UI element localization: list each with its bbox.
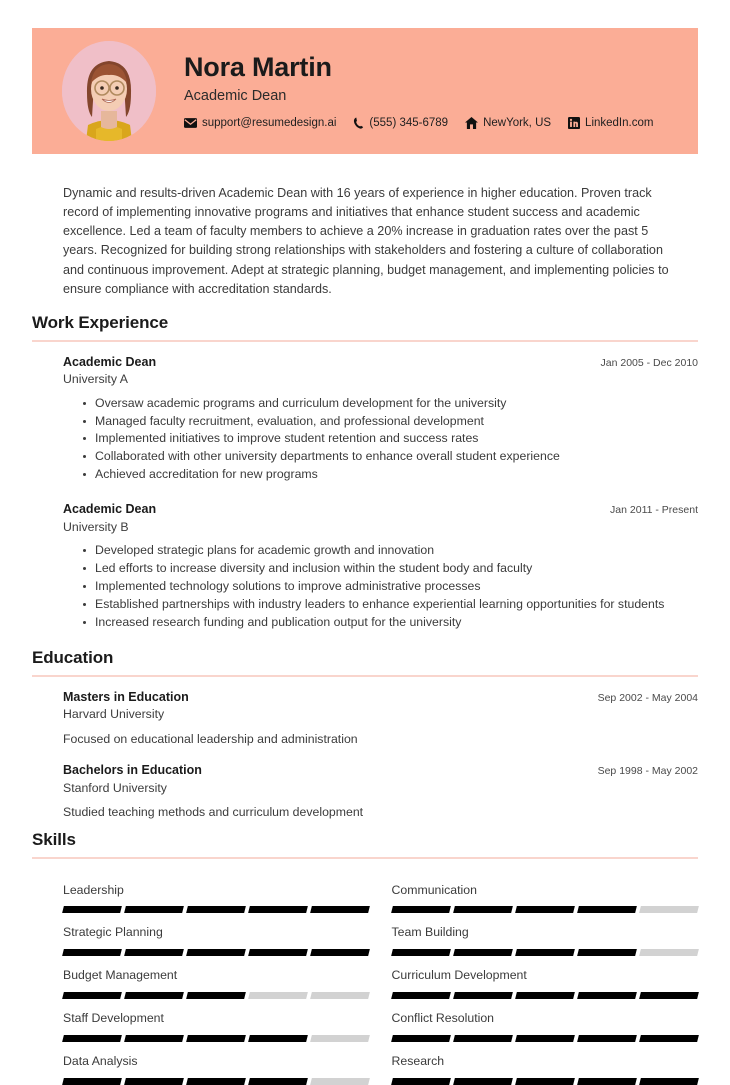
work-entry-bullets [63, 542, 698, 631]
education-entry-description: Focused on educational leadership and administration [63, 731, 698, 748]
education-entry-school: Harvard University [63, 706, 698, 723]
list-item: Oversaw academic programs and curriculum development for the university [83, 395, 698, 412]
skill-level-segment [639, 949, 699, 956]
list-item: Led efforts to increase diversity and inclusion within the student body and faculty [83, 560, 698, 577]
work-entry-organization: University A [63, 371, 698, 388]
candidate-name: Nora Martin [184, 53, 688, 83]
skill-level-bar [392, 1035, 699, 1042]
work-entry-date: Jan 2005 - Dec 2010 [589, 357, 698, 369]
skill-level-segment [311, 949, 371, 956]
skill-item [63, 999, 370, 1042]
skill-level-segment [391, 949, 451, 956]
skill-level-bar [63, 1035, 370, 1042]
candidate-job-title: Academic Dean [184, 88, 688, 105]
skill-level-segment [186, 1035, 246, 1042]
skill-level-segment [515, 906, 575, 913]
header-text-block [184, 53, 698, 128]
skill-level-segment [453, 949, 513, 956]
skill-item [63, 871, 370, 914]
skill-level-segment [62, 906, 122, 913]
skill-level-segment [248, 906, 308, 913]
avatar [62, 41, 156, 141]
skill-name: Communication [392, 883, 699, 899]
skill-level-segment [577, 992, 637, 999]
skills-section [32, 830, 698, 1085]
skill-name: Curriculum Development [392, 968, 699, 984]
skill-level-segment [311, 1078, 371, 1085]
skill-level-bar [63, 906, 370, 913]
contact-email[interactable] [184, 117, 336, 129]
skill-level-bar [63, 1078, 370, 1085]
education-section [32, 648, 698, 828]
home-icon [465, 117, 478, 129]
education-entry-school: Stanford University [63, 780, 698, 797]
skill-level-segment [577, 949, 637, 956]
skill-level-segment [577, 1078, 637, 1085]
skill-level-segment [124, 992, 184, 999]
education-title: Education [32, 648, 698, 668]
skill-level-segment [311, 906, 371, 913]
skill-name: Data Analysis [63, 1054, 370, 1070]
skills-grid [32, 871, 698, 1085]
skill-level-segment [62, 1078, 122, 1085]
skill-level-segment [391, 906, 451, 913]
skill-level-segment [186, 1078, 246, 1085]
phone-icon [353, 117, 364, 129]
skill-level-segment [124, 1078, 184, 1085]
skill-name: Team Building [392, 925, 699, 941]
skill-level-segment [62, 992, 122, 999]
skill-level-segment [186, 992, 246, 999]
work-entry-organization: University B [63, 519, 698, 536]
skill-level-segment [515, 1078, 575, 1085]
skill-item [392, 913, 699, 956]
work-entry-role: Academic Dean [63, 501, 156, 518]
contact-linkedin[interactable] [568, 117, 653, 129]
education-entry-description: Studied teaching methods and curriculum development [63, 804, 698, 821]
contact-phone[interactable] [353, 117, 448, 129]
skill-item [392, 999, 699, 1042]
skill-level-segment [62, 949, 122, 956]
skill-level-segment [515, 1035, 575, 1042]
skill-level-segment [186, 906, 246, 913]
resume-header [32, 28, 698, 154]
education-entry-degree: Masters in Education [63, 689, 189, 706]
skill-level-segment [248, 1035, 308, 1042]
skill-level-segment [248, 992, 308, 999]
contact-location-text: NewYork, US [483, 117, 551, 129]
education-entry-degree: Bachelors in Education [63, 762, 202, 779]
skill-level-segment [639, 1078, 699, 1085]
section-divider [32, 857, 698, 859]
skill-name: Conflict Resolution [392, 1011, 699, 1027]
skill-level-bar [63, 949, 370, 956]
skill-name: Budget Management [63, 968, 370, 984]
skill-level-bar [392, 1078, 699, 1085]
contact-email-text: support@resumedesign.ai [202, 117, 336, 129]
contact-linkedin-text: LinkedIn.com [585, 117, 653, 129]
skill-item [63, 1042, 370, 1085]
avatar-photo-icon [62, 41, 156, 141]
skill-item [63, 956, 370, 999]
skill-level-segment [639, 1035, 699, 1042]
skill-level-segment [124, 906, 184, 913]
list-item: Collaborated with other university departments to enhance overall student experience [83, 448, 698, 465]
work-entry [32, 501, 698, 631]
skill-level-segment [515, 992, 575, 999]
skill-level-segment [639, 906, 699, 913]
list-item: Established partnerships with industry leaders to enhance experiential learning opportunities for students [83, 596, 698, 613]
section-divider [32, 340, 698, 342]
skill-level-segment [124, 1035, 184, 1042]
skill-level-segment [453, 992, 513, 999]
education-entry [32, 689, 698, 748]
skill-level-segment [391, 992, 451, 999]
skill-level-segment [311, 992, 371, 999]
envelope-icon [184, 118, 197, 128]
work-experience-section [32, 313, 698, 638]
list-item: Implemented technology solutions to improve administrative processes [83, 578, 698, 595]
skill-level-segment [186, 949, 246, 956]
skill-name: Research [392, 1054, 699, 1070]
skill-level-bar [392, 949, 699, 956]
skill-level-bar [392, 906, 699, 913]
professional-summary: Dynamic and results-driven Academic Dean with 16 years of experience in higher education. Proven track record of implementing innovative programs and initiatives that enhance student success and academic excellence. Led a team of faculty members to achieve a 20% increase in graduation rates over the past 5 years. Recognized for building strong relationships with stakeholders and fostering a culture of collaboration and continuous improvement. Adept at strategic planning, budget management, and implementing policies to ensure compliance with accreditation standards. [63, 184, 675, 299]
section-divider [32, 675, 698, 677]
skill-level-segment [577, 906, 637, 913]
skill-level-segment [453, 1035, 513, 1042]
skill-level-bar [63, 992, 370, 999]
skill-item [392, 871, 699, 914]
skills-title: Skills [32, 830, 698, 850]
skill-item [63, 913, 370, 956]
skill-level-segment [311, 1035, 371, 1042]
education-entry-date: Sep 2002 - May 2004 [586, 692, 698, 704]
list-item: Increased research funding and publication output for the university [83, 614, 698, 631]
list-item: Implemented initiatives to improve student retention and success rates [83, 430, 698, 447]
list-item: Developed strategic plans for academic growth and innovation [83, 542, 698, 559]
education-entry-date: Sep 1998 - May 2002 [586, 765, 698, 777]
contact-phone-text: (555) 345-6789 [369, 117, 448, 129]
work-entry-bullets [63, 395, 698, 484]
skill-level-segment [248, 949, 308, 956]
work-experience-title: Work Experience [32, 313, 698, 333]
skill-level-segment [639, 992, 699, 999]
skill-level-segment [391, 1035, 451, 1042]
work-entry-role: Academic Dean [63, 354, 156, 371]
list-item: Managed faculty recruitment, evaluation, and professional development [83, 413, 698, 430]
skill-item [392, 956, 699, 999]
skill-level-segment [391, 1078, 451, 1085]
skill-name: Leadership [63, 883, 370, 899]
skill-level-segment [453, 1078, 513, 1085]
skill-level-segment [577, 1035, 637, 1042]
education-entry [32, 762, 698, 821]
skill-level-bar [392, 992, 699, 999]
linkedin-icon [568, 117, 580, 129]
work-entry [32, 354, 698, 484]
skill-level-segment [124, 949, 184, 956]
skill-level-segment [515, 949, 575, 956]
skill-name: Strategic Planning [63, 925, 370, 941]
skill-item [392, 1042, 699, 1085]
skill-level-segment [453, 906, 513, 913]
contact-location[interactable] [465, 117, 551, 129]
work-entry-date: Jan 2011 - Present [598, 504, 698, 516]
skill-name: Staff Development [63, 1011, 370, 1027]
skill-level-segment [248, 1078, 308, 1085]
skill-level-segment [62, 1035, 122, 1042]
contact-list [184, 117, 688, 129]
list-item: Achieved accreditation for new programs [83, 466, 698, 483]
